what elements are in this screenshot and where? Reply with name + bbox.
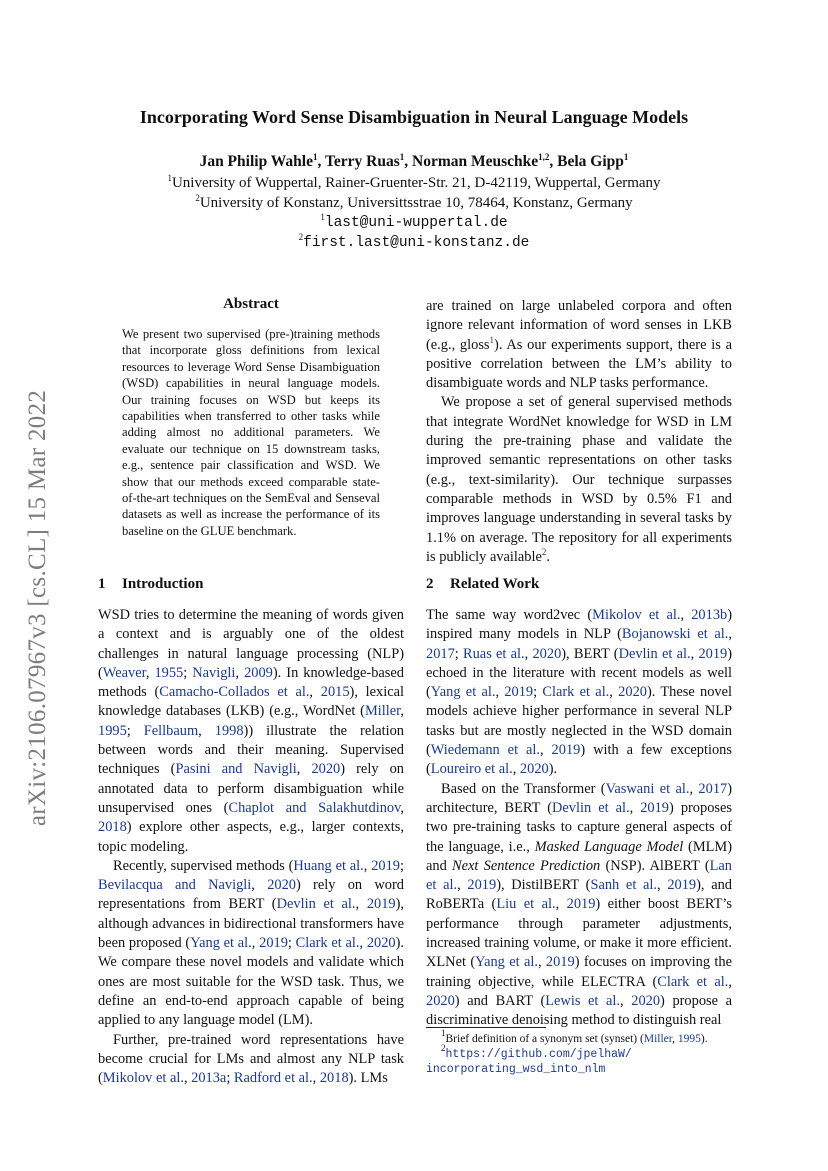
citation-link[interactable]: 2019: [640, 799, 669, 816]
section-number: 1: [98, 576, 106, 592]
footnote-url[interactable]: incorporating_wsd_into_nlm: [426, 1063, 606, 1076]
footnote-mark: 1: [441, 1028, 446, 1038]
citation-link[interactable]: Lan et al.: [426, 857, 732, 894]
footnote-text: ).: [700, 1033, 708, 1045]
abstract-body: We present two supervised (pre-)training methods that incorporate gloss definitions from lexical resources to leverage Word Sense Disambiguation (WSD) capabilities in neural language models. Our training focuses on WSD but keeps its capabilities when transferred to other tasks while adding almost no additional parameters. We evaluate our technique on 15 downstream tasks, e.g., sentence pair classification and WSD. We show that our methods exceed comparable state-of-the-art techniques on the SemEval and Senseval datasets as well as increase the performance of its baseline on the GLUE benchmark.: [122, 327, 380, 538]
author-affiliation-mark: 1,2: [538, 152, 550, 162]
right-column-upper: [426, 297, 732, 567]
paragraph: Based on the Transformer (Vaswani et al., 2017) architecture, BERT (Devlin et al., 2019) proposes two pre-training tasks to capture general aspects of the language, i.e., Masked Language Model (MLM) and Next Sentence Prediction (NSP). AlBERT (Lan et al., 2019), DistilBERT (Sanh et al., 2019), and RoBERTa (Liu et al., 2019) either boost BERT’s performance through parameter adjustments, increased training volume, or make it more efficient. XLNet (Yang et al., 2019) focuses on improving the training objective, while ELECTRA (Clark et al., 2020) and BART (Lewis et al., 2020) propose a discriminative denoising method to distinguish real: [426, 780, 733, 1029]
paragraph: The same way word2vec (Mikolov et al., 2013b) inspired many models in NLP (Bojanowski et al., 2017; Ruas et al., 2020), BERT (Devlin et al., 2019) echoed in the literature with recent models as well (Yang et al., 2019; Clark et al., 2020). These novel models achieve higher performance in several NLP tasks but are mostly neglected in the WSD domain (Wiedemann et al., 2019) with a few exceptions (Loureiro et al., 2020).: [426, 607, 733, 778]
affiliation-mark: 1: [167, 173, 172, 183]
paragraph: are trained on large unlabeled corpora and often ignore relevant information of word senses in LKB (e.g., gloss$^1$). As our experiments support, there is a positive correlation between the LM’s ability to disambiguate words and NLP tasks performance.: [426, 298, 732, 392]
citation-link[interactable]: Radford et al.: [233, 1070, 313, 1087]
citation-link[interactable]: 2020: [519, 761, 549, 778]
citation-link[interactable]: Clark et al.: [295, 935, 360, 952]
author-affiliation-mark: 1: [312, 152, 318, 162]
abstract-heading: Abstract: [223, 296, 279, 312]
citation-link[interactable]: Mikolov et al.: [102, 1070, 184, 1087]
citation-link[interactable]: Wiedemann et al.: [430, 742, 540, 759]
citation-link[interactable]: Fellbaum: [143, 722, 199, 739]
citation-link[interactable]: Devlin et al.: [276, 896, 356, 913]
citation-link[interactable]: 2019: [467, 877, 497, 894]
affiliation-1: [0, 175, 828, 192]
author-name: Jan Philip Wahle: [199, 153, 313, 170]
citation-link[interactable]: 2015: [320, 684, 350, 701]
citation-link[interactable]: 2017: [698, 780, 728, 797]
citation-link[interactable]: 1998: [214, 722, 244, 739]
arxiv-stamp: [24, 358, 62, 858]
footnote-1: [426, 1028, 732, 1047]
citation-link[interactable]: Vaswani et al.: [605, 780, 690, 797]
emphasized-term: Next Sentence Prediction: [452, 857, 601, 874]
affiliation-2: [0, 195, 828, 212]
citation-link[interactable]: 2020: [631, 992, 661, 1009]
citation-link[interactable]: Clark et al.: [542, 684, 610, 701]
email-1: [0, 214, 828, 231]
citation-link[interactable]: 2020: [311, 761, 341, 778]
citation-link[interactable]: 2020: [532, 645, 562, 662]
citation-link[interactable]: 1995: [98, 722, 127, 739]
emphasized-term: Masked Language Model: [534, 838, 684, 855]
footnote-text: Brief definition of a synonym set (synset) (: [445, 1033, 644, 1045]
footnote-mark: 2: [441, 1043, 446, 1053]
footnote-2: [426, 1043, 732, 1077]
citation-link[interactable]: 2017: [426, 645, 455, 662]
citation-link[interactable]: 2019: [545, 954, 575, 971]
citation-link[interactable]: Devlin et al.: [552, 799, 630, 816]
citation-link[interactable]: 2020: [366, 935, 396, 952]
citation-link[interactable]: 2019: [698, 645, 728, 662]
citation-link[interactable]: Bevilacqua and Navigli: [98, 877, 252, 894]
citation-link[interactable]: Huang et al.: [293, 857, 364, 874]
author-name: Terry Ruas: [324, 153, 400, 170]
author-affiliation-mark: 1: [623, 152, 629, 162]
footnote-marker[interactable]: 1: [489, 334, 495, 345]
footnote-text: ,: [672, 1033, 678, 1045]
citation-link[interactable]: Yang et al.: [430, 684, 496, 701]
citation-link[interactable]: Pasini and Navigli: [175, 761, 297, 778]
citation-link[interactable]: 2019: [504, 684, 534, 701]
citation-link[interactable]: Loureiro et al.: [430, 761, 513, 778]
citation-link[interactable]: 1955: [154, 664, 184, 681]
author-name: Norman Meuschke: [412, 153, 539, 170]
footnote-url[interactable]: https://github.com/jpelhaW/: [445, 1048, 632, 1061]
email-2: [0, 234, 828, 251]
citation-link[interactable]: 1995: [677, 1033, 701, 1045]
section-title: Related Work: [450, 576, 540, 592]
citation-link[interactable]: Camacho-Collados et al.: [159, 684, 310, 701]
paragraph: Recently, supervised methods (Huang et al., 2019; Bevilacqua and Navigli, 2020) rely on word representations from BERT (Devlin et al., 2019), although advances in bidirectional transformers have been proposed (Yang et al., 2019; Clark et al., 2020). We compare these novel models and validate which ones are most suitable for the WSD task. Thus, we define an end-to-end approach capable of being applied to any language model (LM).: [98, 857, 404, 1029]
email-text: first.last@uni-konstanz.de: [303, 235, 530, 251]
citation-link[interactable]: Clark et al.: [657, 973, 729, 990]
affiliation-text: University of Konstanz, Universittsstrae 10, 78464, Konstanz, Germany: [199, 195, 633, 211]
citation-link[interactable]: Devlin et al.: [618, 645, 691, 662]
citation-link[interactable]: Bojanowski et al.: [621, 626, 729, 643]
citation-link[interactable]: Miller: [643, 1033, 673, 1045]
paragraph: Further, pre-trained word representations have become crucial for LMs and almost any NLP task (Mikolov et al., 2013a; Radford et al., 2018). LMs: [98, 1031, 404, 1087]
section-title: Introduction: [122, 576, 204, 592]
citation-link[interactable]: 2013a: [191, 1070, 227, 1087]
citation-link[interactable]: 2020: [267, 877, 296, 894]
citation-link[interactable]: 2018: [98, 819, 127, 836]
paragraph: We propose a set of general supervised methods that integrate WordNet knowledge for WSD in LM during the pre-training phase and validate the improved semantic representations on other tasks (e.g., text-similarity). Our technique surpasses comparable methods in WSD by 0.5% F1 and improves language understanding in several tasks by 1.1% on average. The repository for all experiments is publicly available$^2$.: [426, 394, 732, 565]
section-heading-introduction: [98, 576, 203, 593]
citation-link[interactable]: Yang et al.: [190, 935, 252, 952]
citation-link[interactable]: Liu et al.: [496, 896, 556, 913]
paper-title: Incorporating Word Sense Disambiguation in Neural Language Models: [139, 107, 689, 127]
citation-link[interactable]: Yang et al.: [475, 954, 538, 971]
citation-link[interactable]: 2020: [426, 992, 455, 1009]
citation-link[interactable]: Navigli: [192, 664, 236, 681]
citation-link[interactable]: Sanh et al.: [590, 877, 658, 894]
citation-link[interactable]: 2020: [618, 684, 647, 701]
affiliation-mark: 2: [195, 193, 200, 203]
footnote-marker[interactable]: 2: [541, 546, 547, 557]
citation-link[interactable]: 2018: [319, 1070, 349, 1087]
email-mark: 1: [320, 212, 325, 222]
citation-link[interactable]: 2019: [566, 896, 596, 913]
citation-link[interactable]: 2019: [259, 935, 288, 952]
right-column-lower: [426, 606, 732, 1031]
left-column: [98, 606, 404, 1088]
section-number: 2: [426, 576, 434, 592]
affiliation-text: University of Wuppertal, Rainer-Gruenter-Str. 21, D-42119, Wuppertal, Germany: [171, 175, 661, 191]
citation-link[interactable]: 2019: [371, 857, 400, 874]
email-mark: 2: [298, 232, 304, 242]
citation-link[interactable]: Lewis et al.: [545, 992, 621, 1009]
citation-link[interactable]: 2019: [551, 742, 581, 759]
citation-link[interactable]: Miller: [364, 703, 401, 720]
author-list: Jan Philip Wahle$^1$, Terry Ruas$^1$, Norman Meuschke$^{1,2}$, Bela Gipp$^1$: [199, 152, 629, 170]
paragraph: WSD tries to determine the meaning of words given a context and is arguably one of the oldest challenges in natural language processing (NLP) (Weaver, 1955; Navigli, 2009). In knowledge-based methods (Camacho-Collados et al., 2015), lexical knowledge databases (LKB) (e.g., WordNet (Miller, 1995; Fellbaum, 1998)) illustrate the relation between words and their meaning. Supervised techniques (Pasini and Navigli, 2020) rely on annotated data to perform disambiguation while unsupervised ones (Chaplot and Salakhutdinov, 2018) explore other aspects, e.g., larger contexts, topic modeling.: [98, 607, 404, 855]
arxiv-stamp-text: arXiv:2106.07967v3 [cs.CL] 15 Mar 2022: [24, 389, 51, 827]
citation-link[interactable]: 2019: [667, 877, 697, 894]
citation-link[interactable]: 2013b: [691, 607, 728, 623]
section-heading-related-work: [426, 576, 539, 593]
author-affiliation-mark: 1: [399, 152, 405, 162]
citation-link[interactable]: Mikolov et al.: [592, 607, 681, 623]
citation-link[interactable]: 2019: [366, 896, 396, 913]
author-name: Bela Gipp: [557, 153, 624, 170]
citation-link[interactable]: Chaplot and Salakhutdinov: [228, 799, 401, 816]
email-text: last@uni-wuppertal.de: [324, 215, 508, 231]
citation-link[interactable]: Weaver: [102, 664, 146, 681]
citation-link[interactable]: Ruas et al.: [463, 645, 525, 662]
citation-link[interactable]: 2009: [244, 664, 273, 681]
